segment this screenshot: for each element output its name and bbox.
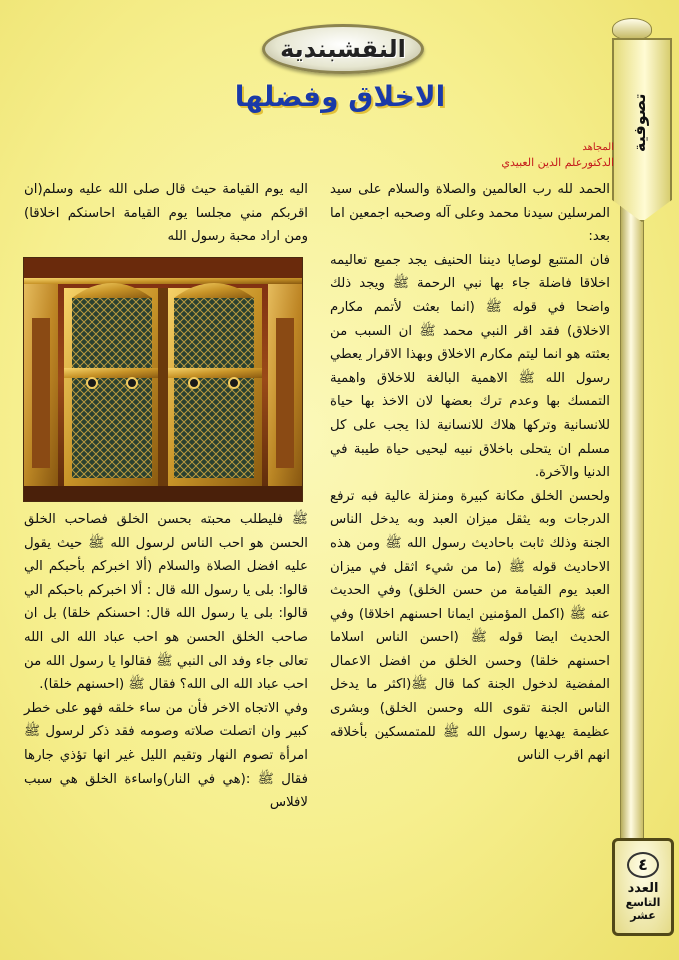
issue-number: ٤ (627, 852, 659, 878)
section-header-oval (262, 24, 424, 74)
article-column-left-top (24, 178, 308, 249)
author-title: المجاهد (582, 142, 614, 153)
author-credit (488, 140, 614, 170)
scroll-pole-cap (612, 18, 652, 40)
paragraph: ولحسن الخلق مكانة كبيرة ومنزلة عالية فبه ترفع الدرجات وبه يثقل ميزان العبد وبه يدخل الناس الجنة وذلك ثابت باحاديث رسول الله ﷺ ومن هذه الاحاديث قوله ﷺ (ما من شيء اثقل في ميزان العبد يوم القيامة من حسن الخلق) وفي الحديث عنه ﷺ (اكمل المؤمنين ايمانا احسنهم اخلاقا) وفي الحديث ايضا قوله ﷺ (احسن الناس اسلاما احسنهم خلقا) وحسن الخلق من افضل الاعمال المفضية لدخول الجنة كما قال ﷺ(اكثر ما يدخل الناس الجنة تقوى الله وحسن الخلق) وبشرى عظيمة يهديها رسول الله ﷺ للمتمسكين بأخلاقه انهم اقرب الناس (330, 488, 610, 764)
paragraph: الحمد لله رب العالمين والصلاة والسلام على سيد المرسلين سيدنا محمد وعلى آله وصحبه اجمعين اما بعد: (330, 182, 610, 245)
issue-badge (612, 838, 674, 936)
gate-illustration (24, 258, 302, 501)
gilded-gate-photo (23, 257, 303, 502)
paragraph: اليه يوم القيامة حيث قال صلى الله عليه وسلم(ان اقربكم مني مجلسا يوم القيامة احاسنكم اخلاقا) ومن اراد محبة رسول الله (24, 182, 308, 245)
paragraph: ﷺ فليطلب محبته بحسن الخلق فصاحب الخلق الحسن هو احب الناس لرسول الله ﷺ حيث يقول عليه افضل الصلاة والسلام (ألا اخبركم بأحبكم الي قالوا: بلى يا رسول الله قال : ألا اخبركم باحبكم الي قالوا: بلى يا رسول الله قال: احسنكم خلقا) بل ان صاحب الخلق الحسن هو احب عباد الله الى الله تعالى جاء وفد الى النبي ﷺ فقالوا يا رسول الله من احب عباد الله الى الله؟ فقال ﷺ (احسنهم خلقا). (24, 512, 308, 693)
issue-label: العدد (627, 881, 659, 896)
article-title: الاخلاق وفضلها (234, 80, 446, 113)
article-column-left-bottom (24, 508, 308, 815)
category-banner-label: تصوفية (630, 93, 649, 153)
article-column-right (330, 178, 610, 768)
author-name: الدكتورعلم الدين العبيدي (501, 156, 614, 169)
issue-sub-2: عشر (630, 909, 656, 922)
paragraph: فان المتتبع لوصايا ديننا الحنيف يجد جميع تعاليمه اخلاقا فاضلة جاء بها نبي الرحمة ﷺ ويجد ذلك واضحا في قوله ﷺ (انما بعثت لأتمم مكارم الاخلاق) فقد اقر النبي محمد ﷺ ان السبب من بعثته هو انما ليتم مكارم الاخلاق وبهذا الاقرار يعطي رسول الله ﷺ الاهمية البالغة للاخلاق واهمية التمسك بها وعدم ترك بعضها لان الاخذ بها حياة للانسانية وتركها هلاك للانسانية لذا يجب على كل مسلم ان يتحلى باخلاق نبيه ليحيى حياة طيبة في الدنيا والآخرة. (330, 252, 610, 481)
paragraph: وفي الاتجاه الاخر فأن من ساء خلقه فهو على خطر كبير وان اتصلت صلاته وصومه فقد ذكر لرسول ﷺ امرأة تصوم النهار وتقيم الليل غير انها تؤذي جارها فقال ﷺ :(هي في النار)واساءة الخلق هي سبب لافلاس (24, 700, 308, 811)
section-name: النقشبندية (280, 35, 406, 63)
issue-sub-1: التاسع (625, 896, 661, 909)
